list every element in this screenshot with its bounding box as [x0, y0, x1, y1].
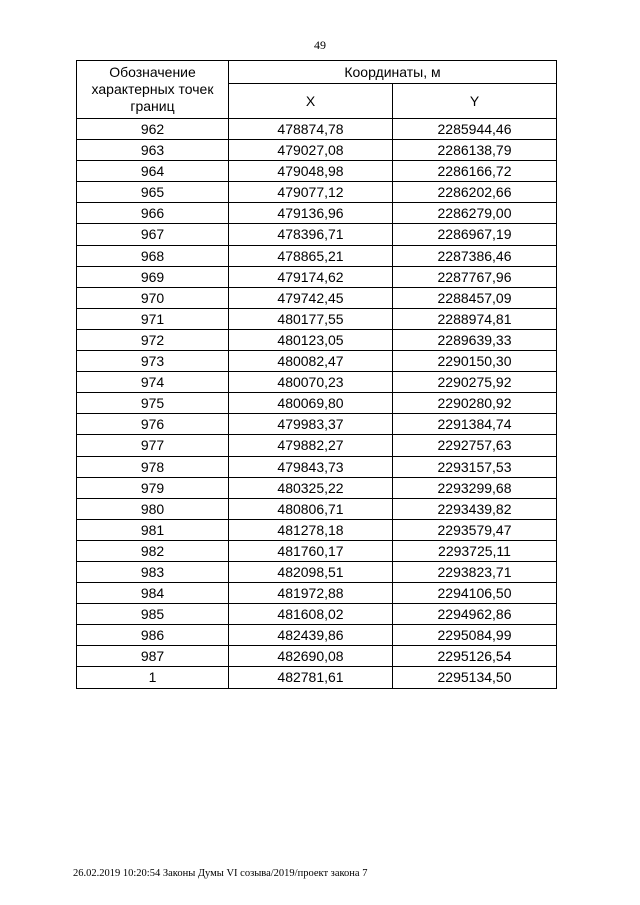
cell-point: 975: [77, 393, 229, 414]
cell-point: 984: [77, 583, 229, 604]
cell-x: 478396,71: [229, 224, 393, 245]
header-y: Y: [393, 84, 557, 119]
footer-stamp: 26.02.2019 10:20:54 Законы Думы VI созыва/2019/проект закона 7: [73, 868, 368, 879]
table-row: [77, 266, 557, 287]
cell-point: 979: [77, 477, 229, 498]
table-body: [77, 119, 557, 689]
header-point-designation: Обозначение характерных точек границ: [77, 61, 229, 119]
table-row: [77, 625, 557, 646]
cell-point: 972: [77, 329, 229, 350]
table-row: [77, 561, 557, 582]
cell-x: 480070,23: [229, 372, 393, 393]
table-row: [77, 224, 557, 245]
cell-point: 985: [77, 604, 229, 625]
cell-point: 965: [77, 182, 229, 203]
table-row: [77, 351, 557, 372]
cell-point: 966: [77, 203, 229, 224]
cell-point: 974: [77, 372, 229, 393]
cell-y: 2293439,82: [393, 498, 557, 519]
table-row: [77, 203, 557, 224]
cell-y: 2295134,50: [393, 667, 557, 688]
cell-x: 481608,02: [229, 604, 393, 625]
cell-y: 2287767,96: [393, 266, 557, 287]
cell-x: 479027,08: [229, 140, 393, 161]
cell-point: 983: [77, 561, 229, 582]
cell-x: 479843,73: [229, 456, 393, 477]
cell-y: 2291384,74: [393, 414, 557, 435]
table-row: [77, 287, 557, 308]
cell-y: 2293299,68: [393, 477, 557, 498]
cell-point: 971: [77, 308, 229, 329]
table-row: [77, 456, 557, 477]
cell-x: 481278,18: [229, 519, 393, 540]
cell-x: 482690,08: [229, 646, 393, 667]
cell-point: 973: [77, 351, 229, 372]
table-row: [77, 667, 557, 688]
table-row: [77, 161, 557, 182]
cell-point: 970: [77, 287, 229, 308]
cell-y: 2286202,66: [393, 182, 557, 203]
cell-y: 2294106,50: [393, 583, 557, 604]
cell-y: 2288457,09: [393, 287, 557, 308]
table-row: [77, 140, 557, 161]
cell-y: 2290280,92: [393, 393, 557, 414]
cell-x: 479048,98: [229, 161, 393, 182]
table-row: [77, 414, 557, 435]
cell-x: 479742,45: [229, 287, 393, 308]
cell-point: 964: [77, 161, 229, 182]
cell-x: 480325,22: [229, 477, 393, 498]
cell-x: 478865,21: [229, 245, 393, 266]
cell-y: 2286279,00: [393, 203, 557, 224]
table-row: [77, 498, 557, 519]
cell-y: 2289639,33: [393, 329, 557, 350]
cell-x: 479983,37: [229, 414, 393, 435]
cell-y: 2293579,47: [393, 519, 557, 540]
table-row: [77, 372, 557, 393]
cell-y: 2293157,53: [393, 456, 557, 477]
cell-point: 969: [77, 266, 229, 287]
cell-y: 2292757,63: [393, 435, 557, 456]
coordinates-table: [76, 60, 557, 689]
page-number: 49: [314, 38, 326, 52]
cell-y: 2294962,86: [393, 604, 557, 625]
cell-x: 480806,71: [229, 498, 393, 519]
table-row: [77, 119, 557, 140]
cell-x: 478874,78: [229, 119, 393, 140]
cell-x: 482781,61: [229, 667, 393, 688]
cell-point: 967: [77, 224, 229, 245]
table-row: [77, 435, 557, 456]
table-row: [77, 583, 557, 604]
cell-point: 981: [77, 519, 229, 540]
cell-point: 982: [77, 540, 229, 561]
cell-x: 480177,55: [229, 308, 393, 329]
cell-y: 2286166,72: [393, 161, 557, 182]
cell-x: 480069,80: [229, 393, 393, 414]
table-row: [77, 245, 557, 266]
cell-y: 2293823,71: [393, 561, 557, 582]
cell-x: 479174,62: [229, 266, 393, 287]
cell-y: 2295084,99: [393, 625, 557, 646]
cell-y: 2287386,46: [393, 245, 557, 266]
cell-point: 963: [77, 140, 229, 161]
table-row: [77, 393, 557, 414]
cell-x: 481972,88: [229, 583, 393, 604]
table-row: [77, 308, 557, 329]
cell-y: 2288974,81: [393, 308, 557, 329]
cell-y: 2293725,11: [393, 540, 557, 561]
cell-x: 479136,96: [229, 203, 393, 224]
table-row: [77, 182, 557, 203]
table-row: [77, 540, 557, 561]
cell-point: 962: [77, 119, 229, 140]
cell-y: 2286967,19: [393, 224, 557, 245]
cell-y: 2290150,30: [393, 351, 557, 372]
table-row: [77, 519, 557, 540]
header-x: X: [229, 84, 393, 119]
cell-point: 978: [77, 456, 229, 477]
header-coordinates: Координаты, м: [229, 61, 557, 84]
cell-y: 2285944,46: [393, 119, 557, 140]
cell-x: 480082,47: [229, 351, 393, 372]
table-row: [77, 329, 557, 350]
cell-point: 976: [77, 414, 229, 435]
cell-x: 479077,12: [229, 182, 393, 203]
table-row: [77, 604, 557, 625]
table-header: [77, 61, 557, 119]
cell-point: 1: [77, 667, 229, 688]
cell-point: 968: [77, 245, 229, 266]
cell-point: 987: [77, 646, 229, 667]
cell-y: 2295126,54: [393, 646, 557, 667]
cell-point: 977: [77, 435, 229, 456]
cell-x: 482439,86: [229, 625, 393, 646]
cell-x: 482098,51: [229, 561, 393, 582]
table-row: [77, 477, 557, 498]
cell-x: 479882,27: [229, 435, 393, 456]
cell-y: 2290275,92: [393, 372, 557, 393]
cell-x: 481760,17: [229, 540, 393, 561]
cell-x: 480123,05: [229, 329, 393, 350]
cell-y: 2286138,79: [393, 140, 557, 161]
table-row: [77, 646, 557, 667]
cell-point: 986: [77, 625, 229, 646]
cell-point: 980: [77, 498, 229, 519]
